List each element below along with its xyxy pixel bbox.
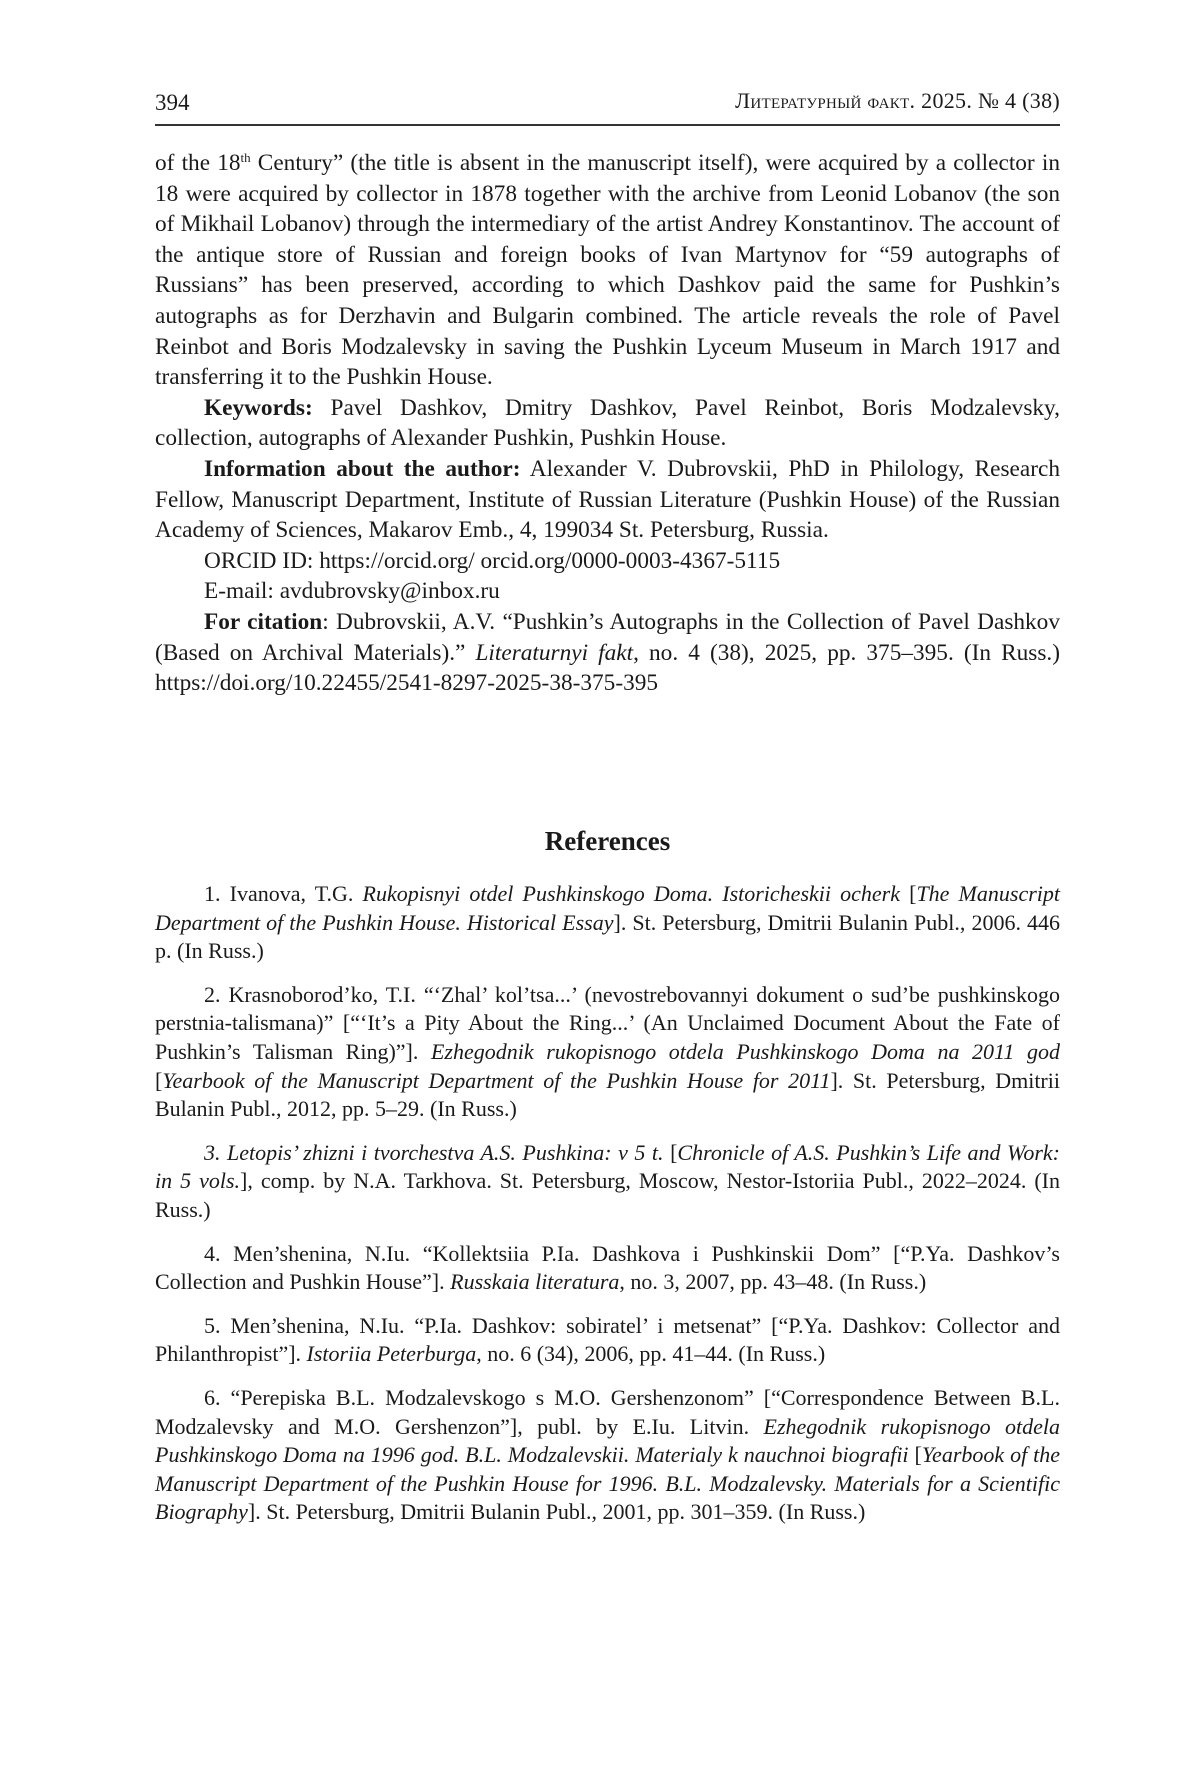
citation-label: For citation: [204, 608, 323, 635]
reference-item: 3. Letopis’ zhizni i tvorchestva A.S. Pushkina: v 5 t. [Chronicle of A.S. Pushkin’s Life and Work: in 5 vols.], comp. by N.A. Tarkhova. St. Petersburg, Moscow, Nestor-Istoriia Publ., 2022–2024. (In Russ.): [155, 1139, 1060, 1222]
keywords-text: Pavel Dashkov, Dmitry Dashkov, Pavel Reinbot, Boris Modzalevsky, collection, autographs of Alexander Pushkin, Pushkin House.: [155, 394, 1060, 452]
keywords-paragraph: [155, 393, 1060, 454]
citation-paragraph: For citation: Dubrovskii, A.V. “Pushkin’s Autographs in the Collection of Pavel Dashkov (Based on Archival Materials).” Literaturnyi fakt, no. 4 (38), 2025, pp. 375–395. (In Russ.) https://doi.org/10.22455/2541-8297-2025-38-375-395: [155, 608, 1061, 697]
journal-running-head: [735, 88, 1060, 114]
running-header: [155, 86, 1060, 126]
reference-item: 2. Krasnoborod’ko, T.I. “‘Zhal’ kol’tsa...’ (nevostrebovannyi dokument o sud’be pushkinskogo perstnia-talismana)” [“‘It’s a Pity About the Ring...’ (An Unclaimed Document About the Fate of Pushkin’s Talisman Ring)”]. Ezhegodnik rukopisnogo otdela Pushkinskogo Doma na 2011 god [Yearbook of the Manuscript Department of the Pushkin House for 2011]. St. Petersburg, Dmitrii Bulanin Publ., 2012, pp. 5–29. (In Russ.): [155, 981, 1061, 1122]
author-info-paragraph: [155, 454, 1060, 546]
superscript-th: th: [240, 150, 251, 165]
author-info-label: Information about the author:: [204, 455, 521, 482]
references-heading: References: [544, 826, 671, 856]
journal-name: Литературный факт: [735, 88, 910, 113]
reference-item: 5. Men’shenina, N.Iu. “P.Ia. Dashkov: sobiratel’ i metsenat” [“P.Ya. Dashkov: Collector and Philanthropist”]. Istoriia Peterburga, no. 6 (34), 2006, pp. 41–44. (In Russ.): [155, 1312, 1060, 1367]
author-info-text: Alexander V. Dubrovskii, PhD in Philology, Research Fellow, Manuscript Department, Institute of Russian Literature (Pushkin House) of the Russian Academy of Sciences, Makarov Emb., 4, 199034 St. Petersburg, Russia.: [155, 455, 1060, 544]
keywords-label: Keywords:: [204, 394, 313, 421]
orcid-line: ORCID ID: https://orcid.org/ orcid.org/0000-0003-4367-5115: [204, 547, 781, 574]
citation-journal: Literaturnyi fakt: [475, 639, 634, 666]
journal-issue: . 2025. № 4 (38): [909, 88, 1060, 113]
reference-item: 4. Men’shenina, N.Iu. “Kollektsiia P.Ia. Dashkova i Pushkinskii Dom” [“P.Ya. Dashkov’s Collection and Pushkin House”]. Russkaia literatura, no. 3, 2007, pp. 43–48. (In Russ.): [155, 1240, 1060, 1295]
page-number: 394: [155, 90, 190, 115]
reference-item: 1. Ivanova, T.G. Rukopisnyi otdel Pushkinskogo Doma. Istoricheskii ocherk [The Manuscript Department of the Pushkin House. Historical Essay]. St. Petersburg, Dmitrii Bulanin Publ., 2006. 446 p. (In Russ.): [155, 881, 1060, 964]
email-line: E-mail: avdubrovsky@inbox.ru: [204, 578, 500, 605]
references-list: [155, 880, 1060, 1542]
abstract-paragraph: of the 18th Century” (the title is absent in the manuscript itself), were acquired by a collector in 18 were acquired by collector in 1878 together with the archive from Leonid Lobanov (the son of Mikhail Lobanov) through the intermediary of the artist Andrey Konstantinov. The account of the antique store of Russian and foreign books of Ivan Martynov for “59 autographs of Russians” has been preserved, according to which Dashkov paid the same for Pushkin’s autographs as for Derzhavin and Bulgarin combined. The article reveals the role of Pavel Reinbot and Boris Modzalevsky in saving the Pushkin Lyceum Museum in March 1917 and transferring it to the Pushkin House.: [155, 150, 1060, 391]
reference-item: 6. “Perepiska B.L. Modzalevskogo s M.O. Gershenzonom” [“Correspondence Between B.L. Modzalevsky and M.O. Gershenzon”], publ. by E.Iu. Litvin. Ezhegodnik rukopisnogo otdela Pushkinskogo Doma na 1996 god. B.L. Modzalevskii. Materialy k nauchnoi biografii [Yearbook of the Manuscript Department of the Pushkin House for 1996. B.L. Modzalevsky. Materials for a Scientific Biography]. St. Petersburg, Dmitrii Bulanin Publ., 2001, pp. 301–359. (In Russ.): [155, 1384, 1061, 1525]
abstract-section: [155, 148, 1060, 699]
